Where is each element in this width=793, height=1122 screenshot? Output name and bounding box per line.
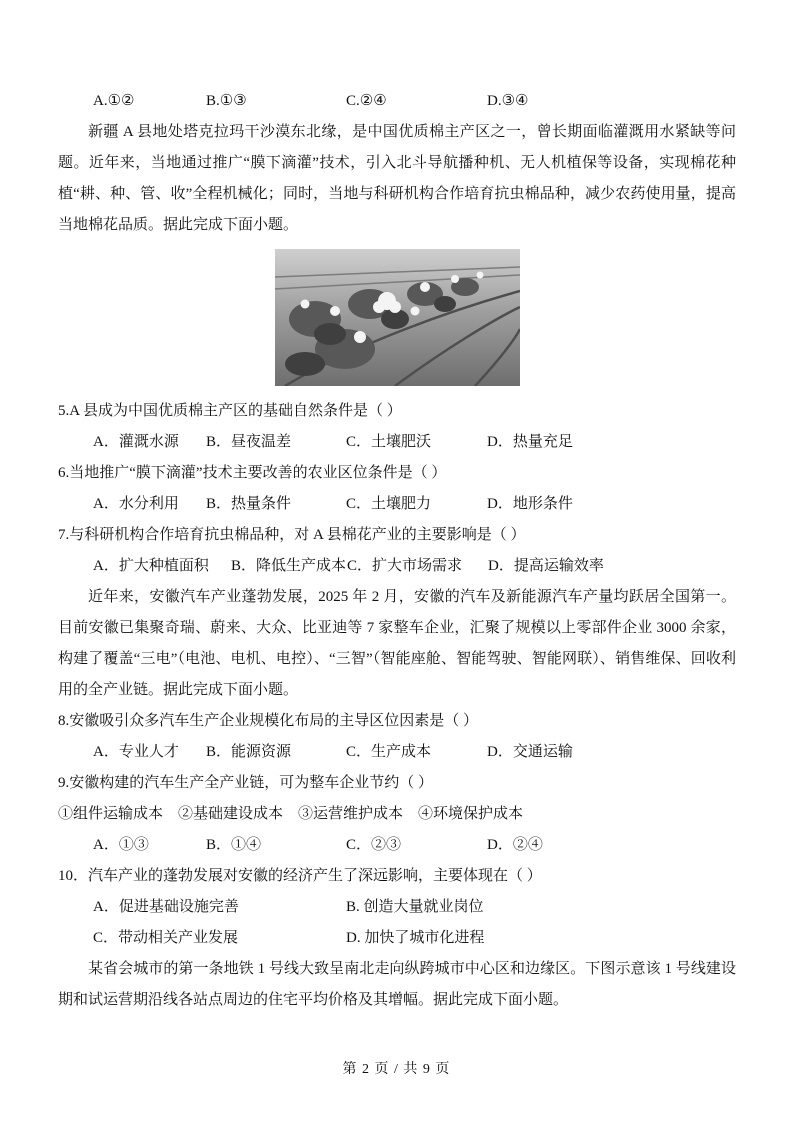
option-a: A．灌溉水源 (93, 434, 179, 450)
option-d: D．热量充足 (487, 434, 573, 450)
option-c: C．扩大市场需求 (347, 558, 463, 574)
question7-stem: 7.与科研机构合作培育抗虫棉品种，对 A 县棉花产业的主要影响是（ ） (58, 527, 526, 543)
option-b: B．①④ (206, 837, 262, 853)
question5-stem: 5.A 县成为中国优质棉主产区的基础自然条件是（ ） (58, 403, 402, 419)
question4-options-row (58, 86, 736, 117)
option-d: D.③④ (487, 93, 529, 109)
question9-stem: 9.安徽构建的汽车生产全产业链，可为整车企业节约（ ） (58, 775, 434, 791)
option-c: C．土壤肥力 (346, 496, 432, 512)
option-c: C.②④ (346, 93, 387, 109)
question8-options-row (58, 737, 736, 768)
option-a: A.①② (93, 93, 135, 109)
question5-options-row (58, 427, 736, 458)
question-9 (58, 768, 736, 861)
option-d: D．交通运输 (487, 744, 573, 760)
question9-options-row (58, 830, 736, 861)
passage-cotton: 新疆 A 县地处塔克拉玛干沙漠东北缘，是中国优质棉主产区之一，曾长期面临灌溉用水紧缺等问题。近年来，当地通过推广“膜下滴灌”技术，引入北斗导航播种机、无人机植保等设备，实现棉花种植“耕、种、管、收”全程机械化；同时，当地与科研机构合作培育抗虫棉品种，减少农药使用量，提高当地棉花品质。据此完成下面小题。 (58, 124, 736, 233)
question-10 (58, 861, 736, 954)
option-a: A．专业人才 (93, 744, 179, 760)
option-b: B.①③ (206, 93, 247, 109)
option-c: C．②③ (346, 837, 402, 853)
option-d: D. 加快了城市化进程 (346, 930, 485, 946)
option-b: B．能源资源 (206, 744, 292, 760)
option-d: D．地形条件 (487, 496, 573, 512)
question10-options-grid (58, 892, 736, 954)
question-5 (58, 396, 736, 458)
option-c: C．生产成本 (346, 744, 432, 760)
option-a: A．水分利用 (93, 496, 179, 512)
option-b: B．降低生产成本 (231, 558, 347, 574)
option-c: C．土壤肥沃 (346, 434, 432, 450)
option-a: A．促进基础设施完善 (93, 899, 239, 915)
option-a: A．①③ (93, 837, 149, 853)
passage-auto-industry: 近年来，安徽汽车产业蓬勃发展，2025 年 2 月，安徽的汽车及新能源汽车产量均跃居全国第一。目前安徽已集聚奇瑞、蔚来、大众、比亚迪等 7 家整车企业，汇聚了规模以上零部件企业 3000 余家，构建了覆盖“三电”（电池、电机、电控）、“三智”（智能座舱、智能驾驶、智能网联）、销售维保、回收利用的全产业链。据此完成下面小题。 (58, 589, 736, 698)
option-b: B. 创造大量就业岗位 (346, 899, 484, 915)
question9-numbered-items: ①组件运输成本 ②基础建设成本 ③运营维护成本 ④环境保护成本 (58, 806, 524, 822)
question10-stem: 10．汽车产业的蓬勃发展对安徽的经济产生了深远影响，主要体现在（ ） (58, 868, 542, 884)
question7-options-row (58, 551, 736, 582)
cotton-field-photo (275, 249, 520, 386)
question-8 (58, 706, 736, 768)
option-b: B．热量条件 (206, 496, 292, 512)
option-d: D．②④ (487, 837, 543, 853)
question6-options-row (58, 489, 736, 520)
question6-stem: 6.当地推广“膜下滴灌”技术主要改善的农业区位条件是（ ） (58, 465, 447, 481)
question-6 (58, 458, 736, 520)
cotton-field-photo-image (275, 249, 520, 386)
option-b: B．昼夜温差 (206, 434, 292, 450)
passage-subway: 某省会城市的第一条地铁 1 号线大致呈南北走向纵跨城市中心区和边缘区。下图示意该 1 号线建设期和试运营期沿线各站点周边的住宅平均价格及其增幅。据此完成下面小题。 (58, 961, 736, 1008)
option-c: C．带动相关产业发展 (93, 930, 239, 946)
option-d: D．提高运输效率 (488, 558, 604, 574)
question8-stem: 8.安徽吸引众多汽车生产企业规模化布局的主导区位因素是（ ） (58, 713, 479, 729)
page-footer: 第 2 页 / 共 9 页 (342, 1062, 451, 1077)
option-a: A．扩大种植面积 (93, 558, 209, 574)
question-7 (58, 520, 736, 582)
